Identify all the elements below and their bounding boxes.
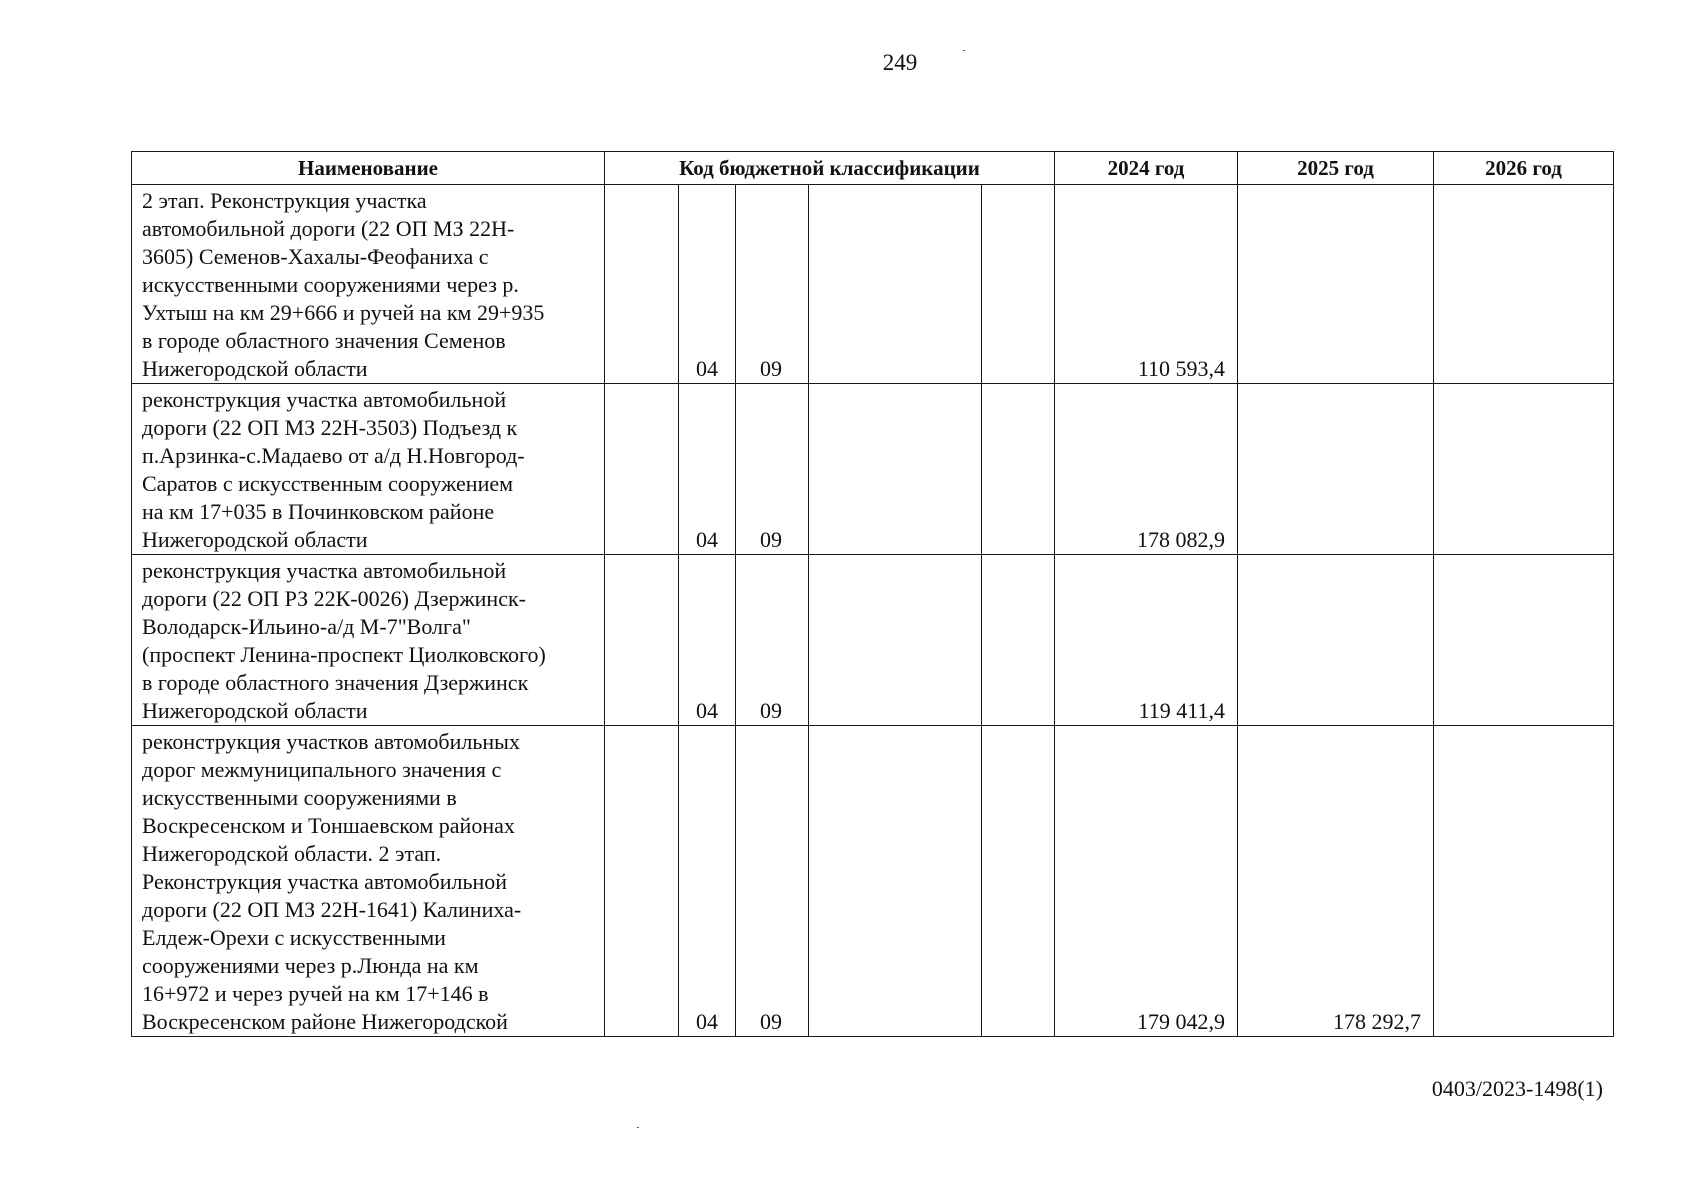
code-section: 04 — [679, 384, 736, 555]
code-expense-type — [982, 185, 1055, 384]
amount-2024: 178 082,9 — [1055, 384, 1238, 555]
table-header-row — [132, 152, 1614, 185]
code-target-article — [809, 555, 982, 726]
code-section: 04 — [679, 185, 736, 384]
code-expense-type — [982, 384, 1055, 555]
code-expense-type — [982, 726, 1055, 1037]
code-cell — [605, 384, 679, 555]
code-cell — [605, 555, 679, 726]
budget-table — [131, 151, 1614, 1037]
code-subsection: 09 — [736, 555, 809, 726]
code-section: 04 — [679, 555, 736, 726]
amount-2025 — [1238, 555, 1434, 726]
row-name: 2 этап. Реконструкция участка автомобильной дороги (22 ОП МЗ 22Н- 3605) Семенов-Хахалы-Феофаниха с искусственными сооружениями через р. Ухтыш на км 29+666 и ручей на км 29+935 в городе областного значения Семенов Нижегородской области — [132, 185, 605, 384]
table-row — [132, 726, 1614, 1037]
amount-2024: 110 593,4 — [1055, 185, 1238, 384]
amount-2025 — [1238, 185, 1434, 384]
amount-2024: 179 042,9 — [1055, 726, 1238, 1037]
amount-2025 — [1238, 384, 1434, 555]
header-budget-code: Код бюджетной классификации — [605, 152, 1055, 185]
header-2024: 2024 год — [1055, 152, 1238, 185]
page-number: 249 — [882, 50, 918, 75]
row-name: реконструкция участков автомобильных дорог межмуниципального значения с искусственными сооружениями в Воскресенском и Тоншаевском районах Нижегородской области. 2 этап. Реконструкция участка автомобильной дороги (22 ОП МЗ 22Н-1641) Калиниха- Елдеж-Орехи с искусственными сооружениями через р.Люнда на км 16+972 и через ручей на км 17+146 в Воскресенском районе Нижегородской — [132, 726, 605, 1037]
row-name: реконструкция участка автомобильной дороги (22 ОП РЗ 22К-0026) Дзержинск- Володарск-Ильино-а/д М-7"Волга" (проспект Ленина-проспект Циолковского) в городе областного значения Дзержинск Нижегородской области — [132, 555, 605, 726]
code-subsection: 09 — [736, 726, 809, 1037]
amount-2026 — [1434, 185, 1614, 384]
amount-2025: 178 292,7 — [1238, 726, 1434, 1037]
amount-2026 — [1434, 555, 1614, 726]
code-subsection: 09 — [736, 185, 809, 384]
code-target-article — [809, 384, 982, 555]
header-name: Наименование — [132, 152, 605, 185]
table-row — [132, 384, 1614, 555]
table-row — [132, 555, 1614, 726]
code-subsection: 09 — [736, 384, 809, 555]
document-code: 0403/2023-1498(1) — [1431, 1076, 1603, 1101]
code-expense-type — [982, 555, 1055, 726]
code-cell — [605, 185, 679, 384]
code-target-article — [809, 726, 982, 1037]
scan-speck — [963, 50, 965, 51]
table-row — [132, 185, 1614, 384]
header-2026: 2026 год — [1434, 152, 1614, 185]
amount-2026 — [1434, 384, 1614, 555]
code-cell — [605, 726, 679, 1037]
header-2025: 2025 год — [1238, 152, 1434, 185]
scan-speck — [637, 1127, 639, 1128]
amount-2024: 119 411,4 — [1055, 555, 1238, 726]
amount-2026 — [1434, 726, 1614, 1037]
row-name: реконструкция участка автомобильной дороги (22 ОП МЗ 22Н-3503) Подъезд к п.Арзинка-с.Мадаево от а/д Н.Новгород- Саратов с искусственным сооружением на км 17+035 в Починковском районе Нижегородской области — [132, 384, 605, 555]
code-section: 04 — [679, 726, 736, 1037]
code-target-article — [809, 185, 982, 384]
